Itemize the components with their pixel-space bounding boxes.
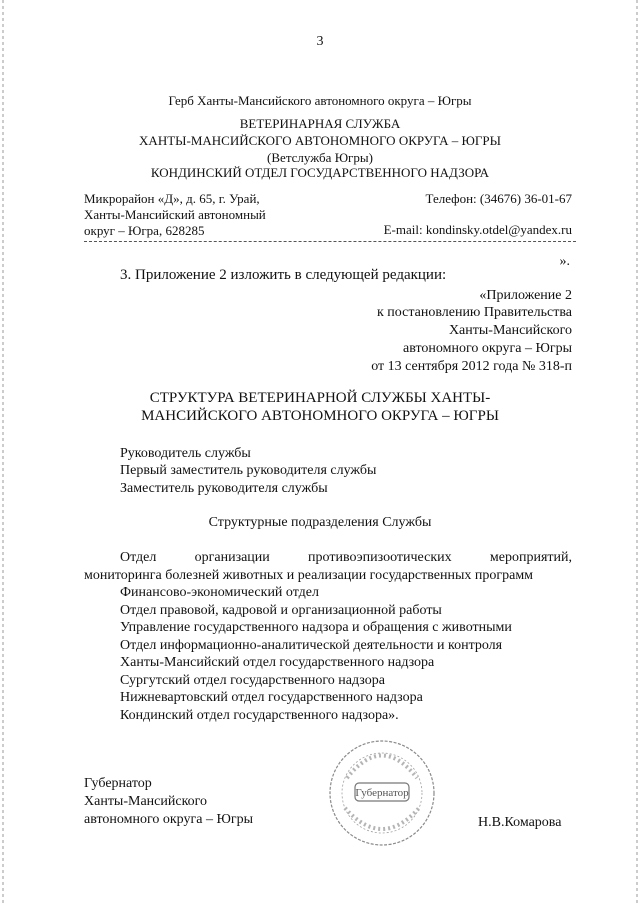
header-divider: [84, 241, 576, 242]
org-name-line2: ХАНТЫ-МАНСИЙСКОГО АВТОНОМНОГО ОКРУГА – ЮГРЫ: [139, 133, 501, 148]
org-name-line1: ВЕТЕРИНАРНАЯ СЛУЖБА: [239, 116, 401, 131]
leadership-item: Первый заместитель руководителя службы: [120, 463, 377, 478]
org-name-line3: (Ветслужба Югры): [267, 150, 373, 165]
item-3: 3. Приложение 2 изложить в следующей редакции:: [120, 267, 447, 283]
signatory-name: Н.В.Комарова: [478, 815, 562, 830]
department-item: Кондинский отдел государственного надзора».: [120, 708, 399, 723]
subdivisions-heading: Структурные подразделения Службы: [208, 515, 432, 530]
structure-title-line2: МАНСИЙСКОГО АВТОНОМНОГО ОКРУГА – ЮГРЫ: [141, 408, 499, 424]
appendix-line3: Ханты-Мансийского: [448, 323, 572, 338]
department-word: организации: [194, 550, 270, 565]
leadership-item: Руководитель службы: [120, 446, 251, 461]
address-line3: округ – Югра, 628285: [84, 223, 205, 238]
address-line2: Ханты-Мансийский автономный: [84, 207, 266, 222]
department-item: Управление государственного надзора и обращения с животными: [120, 620, 512, 635]
department-word: мероприятий,: [489, 550, 572, 565]
department-1-line2: мониторинга болезней животных и реализации государственных программ: [84, 568, 534, 583]
department-item: Ханты-Мансийский отдел государственного надзора: [120, 655, 435, 670]
department-word: Отдел: [120, 550, 157, 565]
signatory-position-line1: Губернатор: [84, 776, 152, 791]
appendix-line1: «Приложение 2: [479, 288, 572, 303]
department-item: Сургутский отдел государственного надзора: [120, 673, 385, 688]
leadership-item: Заместитель руководителя службы: [120, 481, 328, 496]
department-1-line1: [120, 550, 572, 566]
official-stamp: [327, 738, 437, 848]
structure-title-line1: СТРУКТУРА ВЕТЕРИНАРНОЙ СЛУЖБЫ ХАНТЫ-: [149, 390, 491, 406]
signatory-position-line3: автономного округа – Югры: [84, 812, 253, 827]
department-item: Нижневартовский отдел государственного надзора: [120, 690, 423, 705]
appendix-line2: к постановлению Правительства: [376, 305, 572, 320]
page-number: 3: [316, 34, 324, 49]
email: E-mail: kondinsky.otdel@yandex.ru: [383, 222, 572, 237]
address-line1: Микрорайон «Д», д. 65, г. Урай,: [84, 191, 260, 206]
emblem-caption: Герб Ханты-Мансийского автономного округа – Югры: [168, 93, 472, 108]
appendix-line5: от 13 сентября 2012 года № 318-п: [371, 359, 572, 374]
org-name-line4: КОНДИНСКИЙ ОТДЕЛ ГОСУДАРСТВЕННОГО НАДЗОРА: [150, 165, 490, 180]
department-item: Финансово-экономический отдел: [120, 585, 319, 600]
department-item: Отдел информационно-аналитической деятельности и контроля: [120, 638, 503, 653]
signatory-position-line2: Ханты-Мансийского: [84, 794, 208, 809]
department-item: Отдел правовой, кадровой и организационной работы: [120, 603, 442, 618]
closing-mark: ».: [559, 254, 570, 269]
department-word: противоэпизоотических: [308, 550, 452, 565]
phone: Телефон: (34676) 36-01-67: [425, 191, 572, 206]
appendix-line4: автономного округа – Югры: [403, 341, 572, 356]
stamp-label: Губернатор: [355, 787, 409, 799]
